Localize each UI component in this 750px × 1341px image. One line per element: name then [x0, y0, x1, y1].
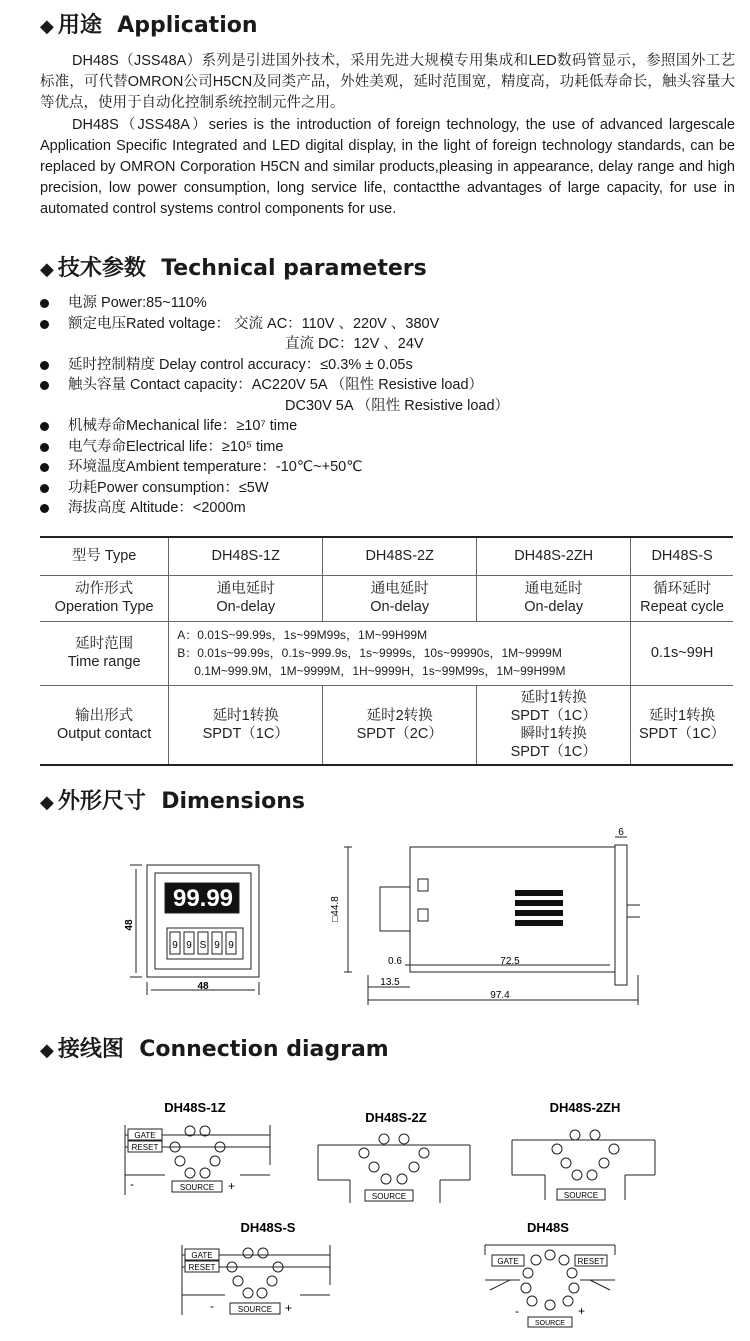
- diagram-dh48s-2zh: [512, 1100, 655, 1200]
- spec-table: [40, 536, 733, 766]
- gate-label: GATE: [191, 1251, 213, 1260]
- dim-13-5: 13.5: [380, 977, 400, 988]
- table-cell: 通电延时 On-delay: [169, 575, 323, 621]
- plus-sign: +: [228, 1179, 236, 1193]
- switch-digit: 9: [228, 940, 234, 951]
- reset-label: RESET: [577, 1257, 605, 1266]
- terminal-block: [515, 890, 563, 926]
- source-label: SOURCE: [179, 1183, 215, 1192]
- table-cell: 延时1转换 SPDT（1C） 瞬时1转换 SPDT（1C）: [477, 685, 631, 765]
- dim-44-8: □44.8: [330, 896, 341, 922]
- bullet-icon: [40, 299, 49, 308]
- table-row-range: [40, 621, 733, 685]
- diagram-title: DH48S: [527, 1220, 569, 1235]
- dim-0-6: 0.6: [388, 956, 402, 967]
- diamond-icon: ◆: [40, 16, 54, 37]
- table-cell: 延时2转换 SPDT（2C）: [323, 685, 477, 765]
- plus-sign: +: [578, 1304, 586, 1318]
- connection-diagrams: [0, 1095, 750, 1335]
- application-heading: [40, 8, 258, 39]
- minus-sign: -: [130, 1177, 134, 1191]
- range-s: 0.1s~99H: [631, 621, 733, 685]
- diagram-dh48s: [485, 1220, 615, 1327]
- dimension-drawings: [0, 825, 750, 1025]
- minus-sign: -: [515, 1304, 519, 1318]
- table-row-operation: [40, 575, 733, 621]
- display-readout: 99.99: [172, 885, 234, 912]
- table-cell: 通电延时 On-delay: [323, 575, 477, 621]
- switch-digit: 9: [172, 940, 178, 951]
- dim-97-4: 97.4: [490, 990, 510, 1001]
- bullet-icon: [40, 320, 49, 329]
- diamond-icon: ◆: [40, 259, 54, 280]
- diagram-title: DH48S-S: [240, 1220, 296, 1235]
- gate-label: GATE: [497, 1257, 519, 1266]
- diagram-dh48s-1z: [125, 1100, 270, 1195]
- table-row-output: [40, 685, 733, 765]
- dim-6: 6: [618, 827, 624, 838]
- source-label: SOURCE: [371, 1192, 407, 1201]
- bullet-icon: [40, 361, 49, 370]
- header-type: 型号 Type: [40, 537, 169, 575]
- diamond-icon: ◆: [40, 1040, 54, 1061]
- table-cell: 通电延时 On-delay: [477, 575, 631, 621]
- bullet-icon: [40, 463, 49, 472]
- table-cell: 延时1转换 SPDT（1C）: [169, 685, 323, 765]
- range-label: 延时范围 Time range: [40, 621, 169, 685]
- connection-title-en: Connection diagram: [139, 1037, 389, 1062]
- table-row-header: [40, 537, 733, 575]
- dimensions-heading: [40, 784, 305, 815]
- bullet-icon: [40, 381, 49, 390]
- diagram-dh48s-s: [182, 1220, 330, 1315]
- header-2zh: DH48S-2ZH: [477, 537, 631, 575]
- switch-digit: 9: [214, 940, 220, 951]
- application-text-en: DH48S（JSS48A）series is the introduction of foreign technology, the use of advanced largescale Application Specific Integrated and LED digital display, in the light of foreign technology standards, can be replaced by OMRON Corporation H5CN and similar products,pleasing in appearance, delay range and high precision, low power consumption, long service life, contactthe advantages of large capacity, for use in automated control systems control components for use.: [40, 117, 735, 217]
- switch-digit: 9: [186, 940, 192, 951]
- minus-sign: -: [210, 1299, 214, 1313]
- header-s: DH48S-S: [631, 537, 733, 575]
- dimensions-title-en: Dimensions: [161, 789, 306, 814]
- application-text-cn: DH48S（JSS48A）系列是引进国外技术，采用先进大规模专用集成和LED数码管显示，参照国外工艺标准，可代替OMRON公司H5CN及同类产品，外姓美观，延时范围宽，精度高，功耗低寿命长，触头容量大等优点，使用于自动化控制系统控制元件之用。: [40, 53, 735, 111]
- reset-label: RESET: [188, 1263, 216, 1272]
- connection-title-cn: 接线图: [57, 1037, 124, 1062]
- dim-width-48: 48: [197, 981, 209, 992]
- gate-label: GATE: [134, 1131, 156, 1140]
- source-label: SOURCE: [237, 1305, 273, 1314]
- technical-title-en: Technical parameters: [161, 256, 427, 281]
- table-cell: 延时1转换 SPDT（1C）: [631, 685, 733, 765]
- dim-height-48: 48: [124, 919, 135, 931]
- plus-sign: +: [285, 1301, 293, 1315]
- dimensions-title-cn: 外形尺寸: [57, 789, 146, 814]
- dim-72-5: 72.5: [500, 956, 520, 967]
- source-label: SOURCE: [563, 1191, 599, 1200]
- application-title-en: Application: [117, 13, 258, 38]
- connection-heading: [40, 1032, 389, 1063]
- diagram-title: DH48S-2ZH: [549, 1100, 621, 1115]
- operation-label: 动作形式 Operation Type: [40, 575, 169, 621]
- bullet-icon: [40, 443, 49, 452]
- technical-heading: [40, 251, 427, 282]
- bullet-icon: [40, 484, 49, 493]
- output-label: 输出形式 Output contact: [40, 685, 169, 765]
- technical-title-cn: 技术参数: [57, 256, 146, 281]
- source-label: SOURCE: [535, 1320, 565, 1327]
- range-values: A：0.01S~99.99s，1s~99M99s，1M~99H99M B：0.01s~99.99s，0.1s~999.9s，1s~9999s，10s~99990s，1M~9999M 0.1M~999.9M，1M~9999M，1H~9999H，1s~99M99s，1M~99H99M: [169, 621, 631, 685]
- bullet-icon: [40, 504, 49, 513]
- bullet-icon: [40, 422, 49, 431]
- table-cell: 循环延时 Repeat cycle: [631, 575, 733, 621]
- application-title-cn: 用途: [57, 13, 102, 38]
- header-2z: DH48S-2Z: [323, 537, 477, 575]
- diamond-icon: ◆: [40, 792, 54, 813]
- header-1z: DH48S-1Z: [169, 537, 323, 575]
- switch-digit: S: [199, 940, 207, 951]
- reset-label: RESET: [131, 1143, 159, 1152]
- diagram-dh48s-2z: [318, 1110, 470, 1203]
- diagram-title: DH48S-1Z: [164, 1100, 226, 1115]
- diagram-title: DH48S-2Z: [365, 1110, 427, 1125]
